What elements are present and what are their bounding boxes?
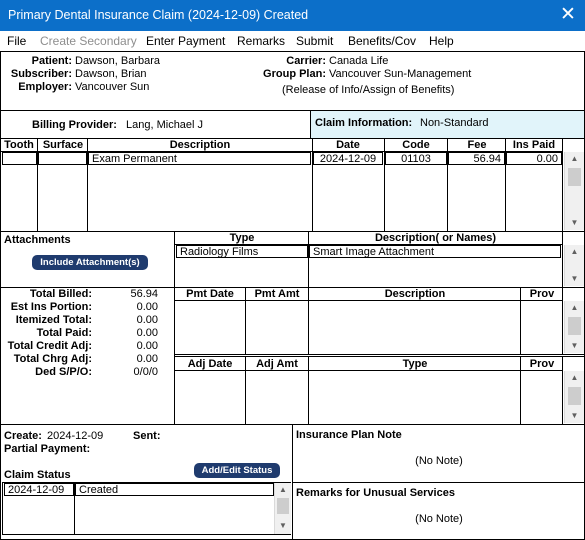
adjustments-grid <box>175 356 585 424</box>
window-title: Primary Dental Insurance Claim (2024-12-09) Created <box>8 8 309 22</box>
procedure-scrollbar[interactable] <box>564 152 584 230</box>
scroll-down-icon[interactable]: ▼ <box>570 218 579 227</box>
menu-submit[interactable]: Submit <box>296 34 334 48</box>
col-description: Description <box>169 139 231 151</box>
cell-code[interactable]: 01103 <box>385 152 447 165</box>
attachment-type[interactable]: Radiology Films <box>176 245 308 258</box>
scroll-up-icon[interactable]: ▲ <box>570 154 579 163</box>
col-attachment-type: Type <box>229 232 255 244</box>
subscriber-name: Dawson, Brian <box>75 68 147 80</box>
claim-information-section <box>310 111 584 138</box>
scroll-down-icon[interactable]: ▼ <box>570 341 579 350</box>
payments-grid <box>175 287 585 354</box>
partial-payment-label: Partial Payment: <box>4 443 91 455</box>
col-adj-amt: Adj Amt <box>256 358 298 370</box>
col-pmt-description: Description <box>384 288 446 300</box>
patient-label: Patient: <box>31 55 72 67</box>
create-label: Create: <box>4 430 42 442</box>
carrier-label: Carrier: <box>286 55 326 67</box>
plan-note-title: Insurance Plan Note <box>296 429 402 441</box>
sent-label: Sent: <box>133 430 161 442</box>
cell-surface[interactable] <box>38 152 87 165</box>
col-code: Code <box>402 139 430 151</box>
ded-value: 0/0/0 <box>133 366 158 378</box>
cell-description[interactable]: Exam Permanent <box>88 152 311 165</box>
create-date: 2024-12-09 <box>47 430 104 442</box>
ded-label: Ded S/P/O: <box>35 366 92 378</box>
attachments-section <box>0 231 174 287</box>
est-ins-value: 0.00 <box>136 301 158 313</box>
cell-ins-paid[interactable]: 0.00 <box>506 152 562 165</box>
group-plan-label: Group Plan: <box>263 68 326 80</box>
carrier-name: Canada Life <box>329 55 389 67</box>
billing-provider-section <box>1 111 310 138</box>
scroll-up-icon[interactable]: ▲ <box>279 485 287 494</box>
chrg-adj-label: Total Chrg Adj: <box>13 353 92 365</box>
totals-section <box>0 288 174 423</box>
status-date[interactable]: 2024-12-09 <box>4 483 74 496</box>
release-info: (Release of Info/Assign of Benefits) <box>282 84 455 96</box>
total-billed-value: 56.94 <box>130 288 158 300</box>
add-edit-status-button[interactable]: Add/Edit Status <box>194 463 280 478</box>
total-paid-value: 0.00 <box>136 327 158 339</box>
cell-date[interactable]: 2024-12-09 <box>313 152 383 165</box>
remarks-unusual-services <box>293 483 585 539</box>
scroll-thumb[interactable] <box>277 498 289 514</box>
menu-help[interactable]: Help <box>429 34 454 48</box>
status-value[interactable]: Created <box>75 483 274 496</box>
col-ins-paid: Ins Paid <box>512 139 556 151</box>
total-paid-label: Total Paid: <box>36 327 92 339</box>
col-pmt-prov: Prov <box>529 288 555 300</box>
cell-tooth[interactable] <box>2 152 37 165</box>
claim-info-label: Claim Information: <box>315 117 413 129</box>
menu-bar <box>0 31 585 51</box>
col-date: Date <box>336 139 360 151</box>
procedure-grid <box>0 138 585 231</box>
col-attachment-description: Description( or Names) <box>374 232 497 244</box>
menu-create-secondary: Create Secondary <box>40 34 137 48</box>
employer-label: Employer: <box>18 81 72 93</box>
scroll-down-icon[interactable]: ▼ <box>279 521 287 530</box>
menu-file[interactable]: File <box>7 34 27 48</box>
col-adj-date: Adj Date <box>187 358 233 370</box>
insurance-plan-note <box>293 425 585 482</box>
col-adj-prov: Prov <box>529 358 555 370</box>
scroll-thumb[interactable] <box>568 168 581 186</box>
scroll-thumb[interactable] <box>568 387 581 405</box>
attachments-scrollbar[interactable] <box>564 245 584 286</box>
est-ins-label: Est Ins Portion: <box>10 301 92 313</box>
status-list <box>2 482 291 535</box>
scroll-up-icon[interactable]: ▲ <box>570 373 579 382</box>
include-attachments-button[interactable]: Include Attachment(s) <box>32 255 148 270</box>
subscriber-label: Subscriber: <box>10 68 72 80</box>
claim-status-title: Claim Status <box>4 469 71 481</box>
remarks-text: (No Note) <box>415 513 463 525</box>
status-scrollbar[interactable] <box>274 483 291 534</box>
scroll-down-icon[interactable]: ▼ <box>570 274 579 283</box>
attachment-description[interactable]: Smart Image Attachment <box>309 245 561 258</box>
total-billed-label: Total Billed: <box>29 288 92 300</box>
attachments-grid <box>175 231 585 287</box>
claim-status-section <box>0 425 292 539</box>
col-pmt-amt: Pmt Amt <box>254 288 300 300</box>
col-tooth: Tooth <box>4 139 34 151</box>
cell-fee[interactable]: 56.94 <box>448 152 505 165</box>
attachments-title: Attachments <box>4 234 71 246</box>
payments-scrollbar[interactable] <box>564 301 584 353</box>
plan-note-text: (No Note) <box>415 455 463 467</box>
scroll-up-icon[interactable]: ▲ <box>570 303 579 312</box>
menu-enter-payment[interactable]: Enter Payment <box>146 34 226 48</box>
patient-header <box>0 55 585 109</box>
itemized-value: 0.00 <box>136 314 158 326</box>
title-bar <box>0 0 585 31</box>
billing-provider-label: Billing Provider: <box>32 119 117 131</box>
chrg-adj-value: 0.00 <box>136 353 158 365</box>
menu-remarks[interactable]: Remarks <box>237 34 286 48</box>
scroll-down-icon[interactable]: ▼ <box>570 411 579 420</box>
claim-info-value: Non-Standard <box>420 117 489 129</box>
col-adj-type: Type <box>402 358 428 370</box>
scroll-thumb[interactable] <box>568 317 581 335</box>
itemized-label: Itemized Total: <box>15 314 92 326</box>
group-plan-name: Vancouver Sun-Management <box>329 68 472 80</box>
menu-benefits-cov[interactable]: Benefits/Cov <box>348 34 417 48</box>
adjustments-scrollbar[interactable] <box>564 371 584 423</box>
credit-adj-value: 0.00 <box>136 340 158 352</box>
scroll-up-icon[interactable]: ▲ <box>570 247 579 256</box>
col-pmt-date: Pmt Date <box>186 288 234 300</box>
col-fee: Fee <box>467 139 487 151</box>
credit-adj-label: Total Credit Adj: <box>7 340 92 352</box>
remarks-title: Remarks for Unusual Services <box>296 487 455 499</box>
col-surface: Surface <box>42 139 84 151</box>
close-icon[interactable]: ✕ <box>560 4 576 25</box>
patient-name: Dawson, Barbara <box>75 55 160 67</box>
employer-name: Vancouver Sun <box>75 81 150 93</box>
billing-provider-name: Lang, Michael J <box>126 119 204 131</box>
